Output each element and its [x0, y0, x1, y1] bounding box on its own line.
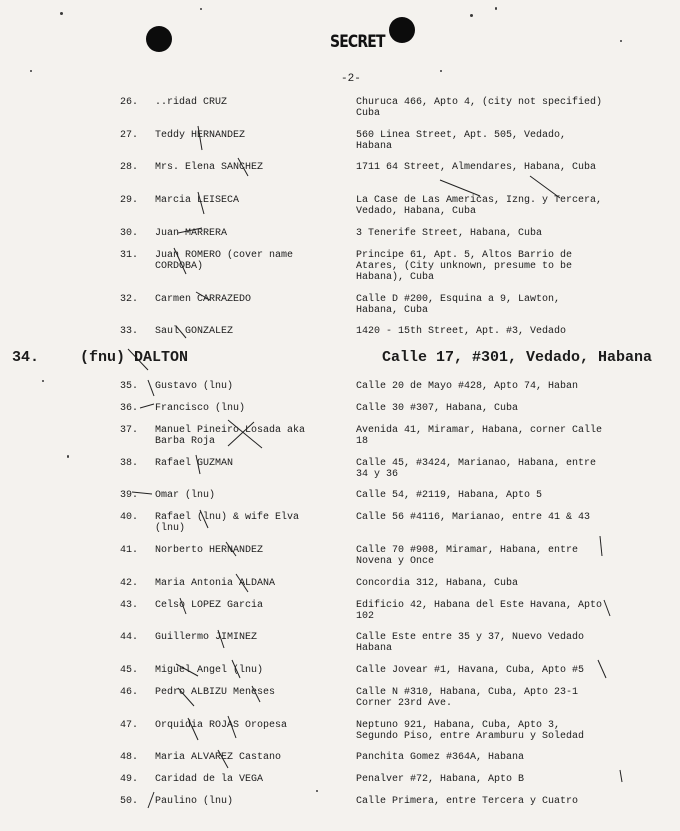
entry-number: 41. [119, 545, 138, 556]
pen-stroke [198, 192, 204, 214]
entry-number: 32. [119, 294, 138, 305]
pen-stroke [218, 630, 224, 648]
pen-stroke [176, 664, 198, 676]
entry-name: Manuel Pineiro Losada aka Barba Roja [155, 425, 312, 447]
entry-address: 1420 - 15th Street, Apt. #3, Vedado [356, 326, 567, 337]
entry-number: 34. [12, 349, 40, 366]
entry-address: Panchita Gomez #364A, Habana [356, 752, 525, 763]
pen-stroke [440, 180, 480, 196]
pen-stroke [228, 716, 236, 738]
entry-name: Saul GONZALEZ [155, 326, 234, 337]
entry-name: Teddy HERNANDEZ [155, 130, 246, 141]
entry-address: 3 Tenerife Street, Habana, Cuba [356, 228, 543, 239]
pen-stroke [148, 380, 154, 396]
entry-address: Calle 45, #3424, Marianao, Habana, entre 34 y 36 [356, 458, 603, 480]
pen-stroke [132, 492, 152, 494]
entry-name: Juan ROMERO (cover name CORDOBA) [155, 250, 300, 272]
entry-address: 1711 64 Street, Almendares, Habana, Cuba [356, 162, 597, 173]
entry-name: Guillermo JIMINEZ [155, 632, 258, 643]
entry-number: 29. [119, 195, 138, 206]
entry-number: 35. [119, 381, 138, 392]
entry-number: 45. [119, 665, 138, 676]
entry-address: Calle 70 #908, Miramar, Habana, entre Novena y Once [356, 545, 585, 567]
pen-stroke [140, 404, 154, 408]
entry-name: ..ridad CRUZ [155, 97, 228, 108]
entry-address: Calle 56 #4116, Marianao, entre 41 & 43 [356, 512, 591, 523]
entry-number: 40. [119, 512, 138, 523]
entry-name: Norberto HERNANDEZ [155, 545, 264, 556]
pen-stroke [232, 660, 240, 678]
pen-stroke [598, 660, 606, 678]
entry-number: 36. [119, 403, 138, 414]
pen-stroke [228, 422, 254, 446]
pen-stroke [176, 326, 186, 338]
entry-number: 39. [119, 490, 138, 501]
entry-number: 31. [119, 250, 138, 261]
entry-name: Paulino (lnu) [155, 796, 234, 807]
entry-number: 44. [119, 632, 138, 643]
entry-name: Omar (lnu) [155, 490, 216, 501]
pen-stroke [196, 292, 210, 300]
entry-number: 33. [119, 326, 138, 337]
pen-stroke [238, 158, 248, 176]
pen-stroke [188, 718, 198, 740]
entry-number: 46. [119, 687, 138, 698]
entry-address: Churuca 466, Apto 4, (city not specified) Cuba [356, 97, 609, 119]
entry-number: 47. [119, 720, 138, 731]
entry-number: 37. [119, 425, 138, 436]
entry-name: Rafael GUZMAN [155, 458, 234, 469]
entry-name: Miguel Angel (lnu) [155, 665, 264, 676]
pen-stroke [604, 600, 610, 616]
entry-name: Juan MARRERA [155, 228, 228, 239]
pen-stroke [178, 688, 194, 706]
entry-address: Penalver #72, Habana, Apto B [356, 774, 525, 785]
pen-stroke [174, 248, 186, 274]
pen-stroke [530, 176, 560, 198]
pen-stroke [178, 228, 202, 233]
entry-name: Pedro ALBIZU Meneses [155, 687, 276, 698]
entry-address: Calle 17, #301, Vedado, Habana [382, 349, 653, 366]
entry-number: 49. [119, 774, 138, 785]
classification-marking: SECRET [330, 32, 385, 52]
pen-stroke [196, 455, 200, 474]
entry-address: Calle 30 #307, Habana, Cuba [356, 403, 519, 414]
pen-stroke [200, 510, 208, 528]
pen-stroke [600, 536, 602, 556]
entry-address: Calle D #200, Esquina a 9, Lawton, Habana, Cuba [356, 294, 567, 316]
entry-name: Carmen CARRAZEDO [155, 294, 252, 305]
entry-address: Avenida 41, Miramar, Habana, corner Calle 18 [356, 425, 609, 447]
entry-address: 560 Linea Street, Apt. 505, Vedado, Habana [356, 130, 573, 152]
entry-name: Celso LOPEZ Garcia [155, 600, 264, 611]
entry-number: 48. [119, 752, 138, 763]
entry-number: 30. [119, 228, 138, 239]
entry-name: Maria Antonia ALDANA [155, 578, 276, 589]
entry-address: Edificio 42, Habana del Este Havana, Apto 102 [356, 600, 609, 622]
entry-name: Marcia LEISECA [155, 195, 240, 206]
entry-address: La Case de Las Americas, Izng. y Tercera, Vedado, Habana, Cuba [356, 195, 609, 217]
pen-stroke [180, 598, 186, 614]
entry-address: Calle 54, #2119, Habana, Apto 5 [356, 490, 543, 501]
pen-stroke [226, 542, 236, 556]
entry-address: Principe 61, Apt. 5, Altos Barrio de Atares, (City unknown, presume to be Habana), Cuba [356, 250, 579, 283]
entry-address: Concordia 312, Habana, Cuba [356, 578, 519, 589]
entry-name: Maria ALVAREZ Castano [155, 752, 282, 763]
entry-address: Calle 20 de Mayo #428, Apto 74, Haban [356, 381, 579, 392]
entry-address: Calle Jovear #1, Havana, Cuba, Apto #5 [356, 665, 585, 676]
entry-address: Neptuno 921, Habana, Cuba, Apto 3, Segundo Piso, entre Aramburu y Soledad [356, 720, 585, 742]
entry-name: Gustavo (lnu) [155, 381, 234, 392]
pen-stroke [128, 349, 148, 370]
entry-name: Orquidia ROJAS Oropesa [155, 720, 288, 731]
page-number: -2- [341, 73, 361, 85]
entry-number: 38. [119, 458, 138, 469]
pen-stroke [252, 686, 260, 702]
entry-number: 28. [119, 162, 138, 173]
entry-number: 43. [119, 600, 138, 611]
entry-name: Rafael (lnu) & wife Elva (lnu) [155, 512, 306, 534]
entry-number: 27. [119, 130, 138, 141]
entry-address: Calle Este entre 35 y 37, Nuevo Vedado Habana [356, 632, 591, 654]
entry-number: 50. [119, 796, 138, 807]
entry-name: Caridad de la VEGA [155, 774, 264, 785]
entry-name: Francisco (lnu) [155, 403, 246, 414]
entry-number: 42. [119, 578, 138, 589]
pen-stroke [218, 750, 228, 768]
pen-stroke [236, 574, 248, 592]
entry-number: 26. [119, 97, 138, 108]
pen-stroke [198, 126, 202, 150]
entry-address: Calle Primera, entre Tercera y Cuatro [356, 796, 579, 807]
entry-name: (fnu) DALTON [80, 349, 189, 366]
entry-name: Mrs. Elena SANCHEZ [155, 162, 264, 173]
pen-stroke [620, 770, 622, 782]
entry-address: Calle N #310, Habana, Cuba, Apto 23-1 Corner 23rd Ave. [356, 687, 585, 709]
pen-stroke [148, 792, 154, 808]
pen-stroke [228, 420, 262, 448]
